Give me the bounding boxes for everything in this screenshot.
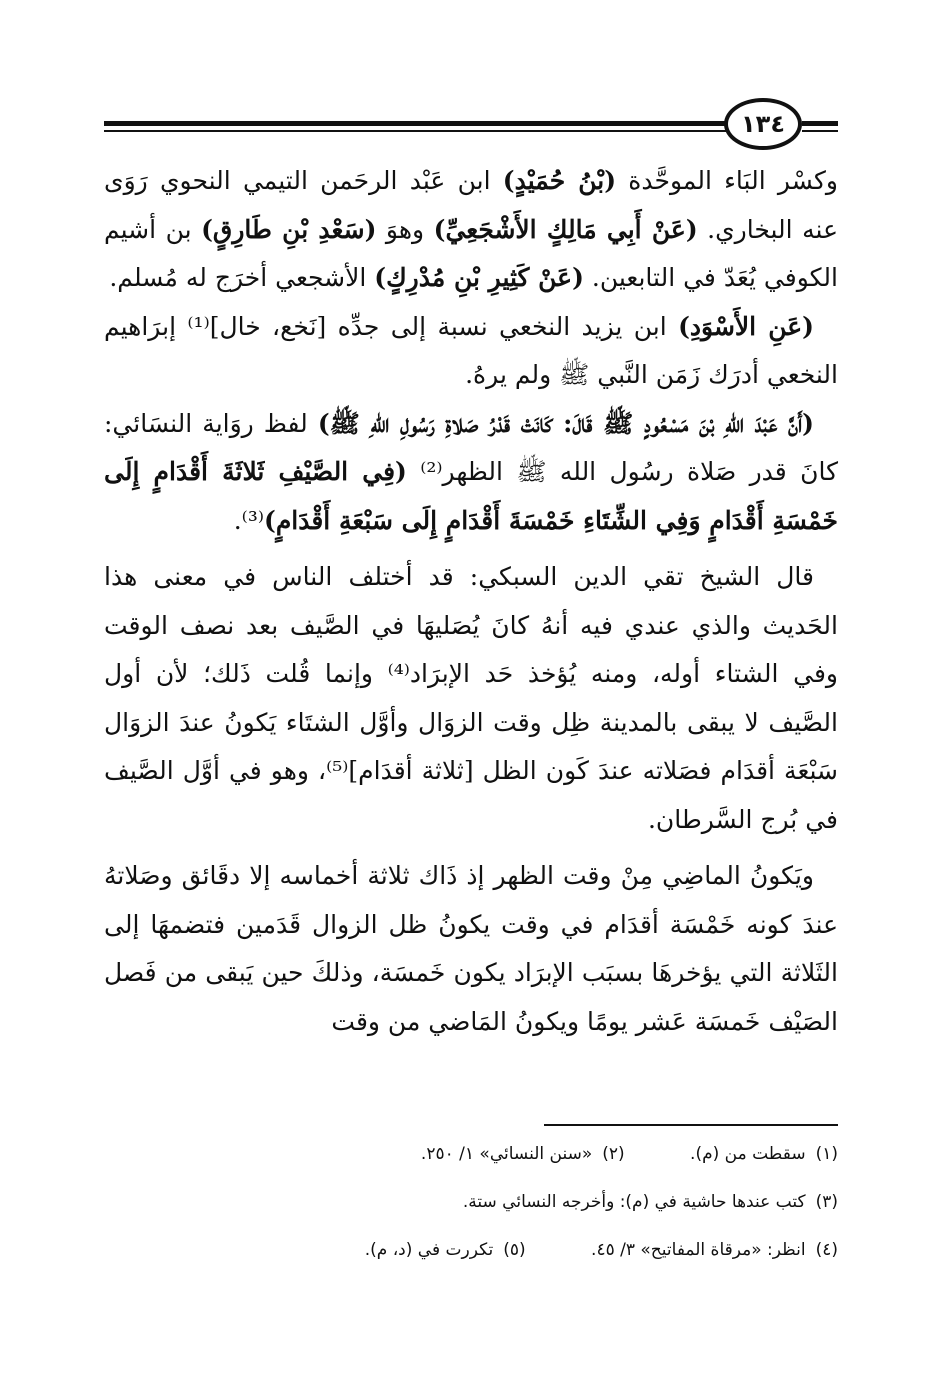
commentary-text: بن أشيم الكوفي يُعَدّ في التابعين. (104, 214, 838, 292)
footnote-2 (421, 1134, 625, 1174)
commentary-text: لفظ روَاية النسَائي: كانَ قدر صَلاة رسُول الله ﷺ الظهر⁽²⁾ (104, 408, 838, 486)
footnote-number: (١) (815, 1144, 838, 1164)
hadith-text: (فِي الصَّيْفِ ثَلاثَةَ أَقْدَامٍ إِلَى خَمْسَةِ أَقْدَامٍ وَفِي الشِّتَاءِ خَمْسَةَ أَقْدَامٍ إِلَى سَبْعَةِ أَقْدَامٍ) (104, 457, 838, 535)
footnote-line (104, 1230, 838, 1278)
commentary-text: ابن عَبْد الرحَمن التيمي النحوي رَوَى عنه البخاري. (104, 166, 838, 244)
commentary-text: ⁽³⁾. (233, 505, 264, 535)
footnote-text: «سنن النسائي» ١/ ٢٥٠. (420, 1144, 593, 1164)
paragraph (104, 400, 838, 546)
paragraph (104, 553, 838, 844)
footnote-number: (٥) (503, 1240, 526, 1260)
header-rule-right (802, 121, 838, 126)
header-rule-right-thin (802, 130, 838, 132)
hadith-text: (عَنِ الأَسْوَدِ) (678, 311, 814, 341)
page-number: ١٣٤ (724, 98, 802, 150)
commentary-text: الأشجعي أخرَج له مُسلم. (109, 263, 375, 292)
commentary-text: وهوَ (376, 214, 434, 244)
footnote-line (104, 1182, 838, 1230)
hadith-text: (أَنَّ عَبْدَ اللهِ بْنَ مَسْعُودٍ ﷺ قَالَ: كَانَتْ قَدْرُ صَلاةِ رَسُولِ اللهِ ﷺ) (317, 408, 814, 438)
hadith-text: (عَنْ أَبِي مَالِكٍ الأَشْجَعِيِّ) (433, 214, 698, 244)
header-rule-thick (104, 121, 726, 126)
hadith-text: (عَنْ كَثِيرِ بْنِ مُدْرِكٍ) (374, 263, 584, 292)
paragraph (104, 157, 838, 303)
commentary-text: وكسْر البَاء الموحَّدة (616, 166, 838, 195)
hadith-text: (سَعْدِ بْنِ طَارِقٍ) (201, 214, 377, 244)
footnotes (104, 1134, 838, 1278)
header-rule-thin (104, 130, 726, 132)
footnote-number: (٢) (602, 1144, 625, 1164)
footnote-3 (463, 1182, 838, 1222)
footnote-4 (591, 1230, 838, 1270)
footnote-text: سقطت من (م). (690, 1144, 806, 1164)
footnote-1 (690, 1134, 838, 1174)
footnote-number: (٤) (815, 1240, 838, 1260)
body-text (104, 157, 838, 1046)
footnote-5 (365, 1230, 526, 1270)
commentary-text: قال الشيخ تقي الدين السبكي: قد أختلف الناس في معنى هذا الحَديث والذي عندي فيه أنهُ كانَ يُصَليهَا في الصَّيف بعد نصف الوقت وفي الشتاء أوله، ومنه يُؤخذ حَد الإبرَاد⁽⁴⁾ وإنما قُلت ذَلك؛ لأن أول الصَّيف لا يبقى بالمدينة ظِل وقت الزوَال وأوَّل الشتَاء يَكونُ عندَ الزوَال سَبْعَة أقدَام فصَلاته عندَ كَون الظل [ثلاثة أقدَام]⁽⁵⁾، وهو في أوَّل الصَّيف في بُرج السَّرطان. (104, 562, 839, 834)
footnote-text: تكررت في (د، م). (364, 1240, 494, 1260)
hadith-text: (بْنُ حُمَيْدٍ) (502, 166, 617, 195)
footnote-number: (٣) (815, 1192, 838, 1212)
footnote-text: انظر: «مرقاة المفاتيح» ٣/ ٤٥. (591, 1240, 806, 1260)
footnote-line (104, 1134, 838, 1182)
commentary-text: ابن يزيد النخعي نسبة إلى جدِّه [نَخع، خال]⁽¹⁾ إبرَاهيم النخعي أدرَك زَمَن النَّبي ﷺ ولم يرهُ. (104, 311, 838, 389)
footnote-text: كتب عندها حاشية في (م): وأخرجه النسائي ستة. (462, 1192, 806, 1212)
commentary-text: ويَكونُ الماضِي مِنْ وقت الظهر إذ ذَاك ثلاثة أخماسه إلا دقَائق وصَلاتهُ عندَ كونه خَمْسَة أقدَام في وقت يكونُ ظل الزوال قَدَمين فتضمهَا إلى الثَلاثة التي يؤخرهَا بسبَب الإبرَاد يكون خَمسَة، وذلكَ حين يَبقى من فَصل الصَيْف خَمسَة عَشر يومًا ويكونُ المَاضي من وقت (104, 861, 838, 1036)
paragraph (104, 303, 838, 400)
footnote-divider (544, 1124, 838, 1126)
paragraph (104, 852, 838, 1046)
